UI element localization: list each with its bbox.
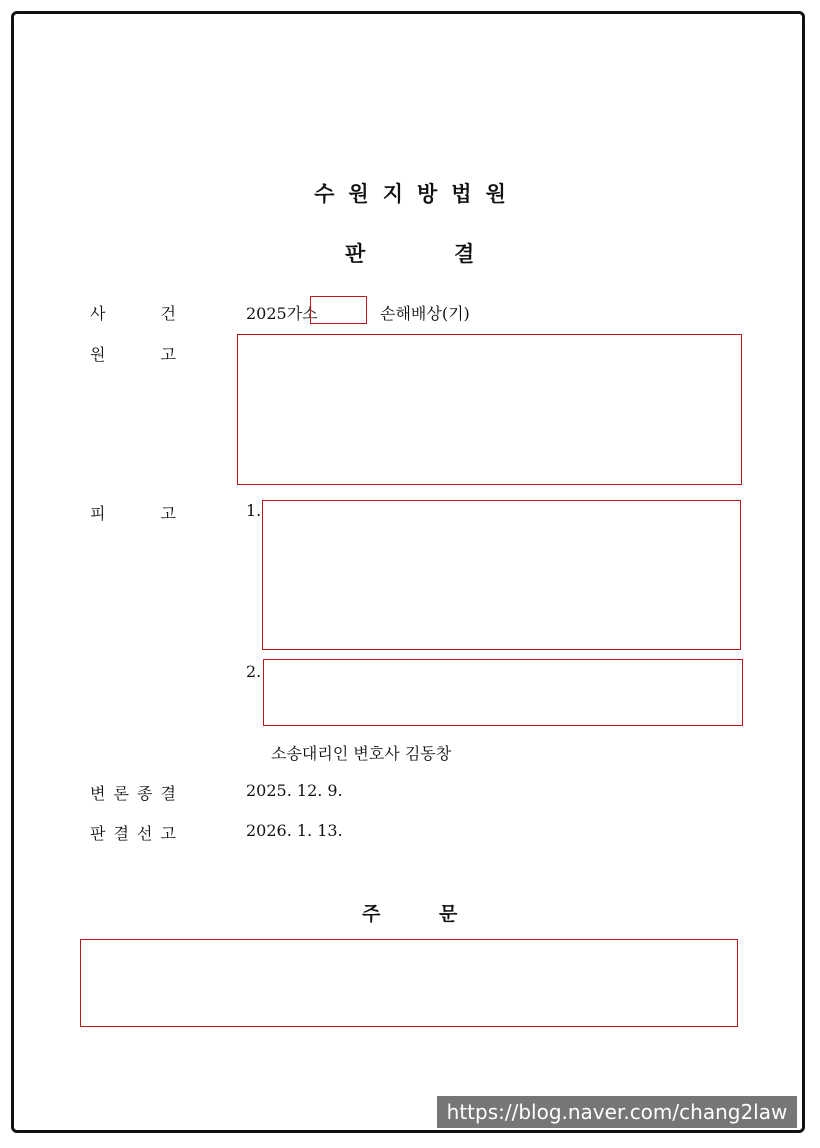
defendant-representative: 소송대리인 변호사 김동창 [271,744,452,763]
closing-argument-date: 2025. 12. 9. [246,781,343,800]
closing-argument-label: 변 론 종 결 [90,784,176,803]
redacted-defendant-2-info [263,659,743,726]
plaintiff-label: 원 고 [90,345,176,364]
order-heading-char-1: 주 [362,903,381,925]
redacted-case-number [310,296,367,324]
order-heading-char-2: 문 [439,903,458,925]
court-name: 수원지방법원 [314,182,520,206]
redacted-defendant-1-info [262,500,741,650]
defendant-item-1-number: 1. [246,501,262,520]
case-label: 사 건 [90,304,176,323]
defendant-item-2-number: 2. [246,662,262,681]
judgment-date-label: 판 결 선 고 [90,824,176,843]
watermark-url: https://blog.naver.com/chang2law [437,1096,797,1128]
redacted-order-text [80,939,738,1027]
defendant-label: 피 고 [90,504,176,523]
judgment-date: 2026. 1. 13. [246,821,343,840]
judgment-title-char-1: 판 [345,242,366,266]
case-number-prefix: 2025가소 [246,304,318,323]
judgment-title-char-2: 결 [454,242,475,266]
case-name: 손해배상(기) [380,304,470,323]
redacted-plaintiff-info [237,334,742,485]
